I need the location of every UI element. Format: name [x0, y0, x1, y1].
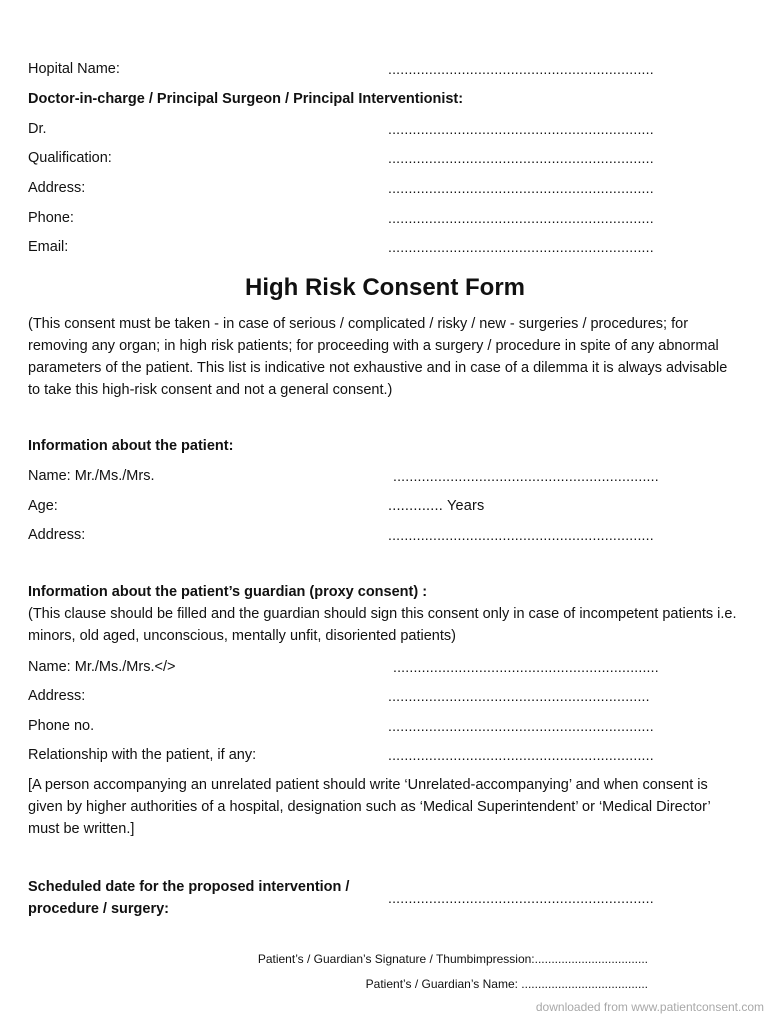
patient-address-blank[interactable]: .................................................................: [388, 527, 654, 543]
patient-name-blank[interactable]: .................................................................: [393, 468, 659, 484]
doctor-email-blank[interactable]: .................................................................: [388, 239, 654, 255]
guardian-address-label: Address:: [28, 688, 86, 704]
relationship-label: Relationship with the patient, if any:: [28, 747, 257, 763]
doctor-address-label: Address:: [28, 180, 86, 196]
doctor-name-label: Dr.: [28, 121, 47, 137]
doctor-phone-blank[interactable]: .................................................................: [388, 210, 654, 226]
download-watermark: downloaded from www.patientconsent.com: [535, 1000, 764, 1014]
guardian-phone-blank[interactable]: .................................................................: [388, 718, 654, 734]
patient-address-label: Address:: [28, 527, 86, 543]
signature-line[interactable]: Patient’s / Guardian’s Signature / Thumbimpression:..................................: [257, 952, 648, 966]
signature-name-line[interactable]: Patient’s / Guardian’s Name: ......................................: [365, 977, 648, 991]
hospital-name-blank[interactable]: .................................................................: [388, 61, 654, 77]
guardian-remark: [A person accompanying an unrelated patient should write ‘Unrelated-accompanying’ and when consent is given by higher authorities of a hospital, designation such as ‘Medical Superintendent’ or ‘Medical Director’ must be written.]: [28, 777, 711, 837]
schedule-label-line1: Scheduled date for the proposed intervention /: [28, 879, 350, 895]
guardian-phone-label: Phone no.: [28, 718, 95, 734]
doctor-email-label: Email:: [28, 239, 69, 255]
doctor-address-blank[interactable]: .................................................................: [388, 180, 654, 196]
relationship-blank[interactable]: .................................................................: [388, 747, 654, 763]
doctor-phone-label: Phone:: [28, 210, 74, 226]
hospital-name-label: Hopital Name:: [28, 61, 120, 77]
patient-age-label: Age:: [28, 498, 58, 514]
guardian-address-blank[interactable]: ................................................................: [388, 688, 650, 704]
schedule-label-line2: procedure / surgery:: [28, 901, 170, 917]
guardian-name-blank[interactable]: .................................................................: [393, 659, 659, 675]
doctor-section-heading: Doctor-in-charge / Principal Surgeon / Principal Interventionist:: [28, 91, 464, 107]
patient-age-blank[interactable]: ............. Years: [388, 498, 485, 514]
schedule-date-blank[interactable]: .................................................................: [388, 890, 654, 906]
patient-name-label: Name: Mr./Ms./Mrs.: [28, 468, 155, 484]
qualification-blank[interactable]: .................................................................: [388, 150, 654, 166]
doctor-name-blank[interactable]: .................................................................: [388, 121, 654, 137]
guardian-name-label: Name: Mr./Ms./Mrs.</>: [28, 659, 176, 675]
guardian-section-heading: Information about the patient’s guardian (proxy consent) :: [28, 584, 428, 600]
form-title: High Risk Consent Form: [244, 274, 526, 301]
patient-section-heading: Information about the patient:: [28, 438, 234, 454]
guardian-note: (This clause should be filled and the guardian should sign this consent only in case of incompetent patients i.e. minors, old aged, unconscious, mentally unfit, disoriented patients): [28, 606, 737, 644]
qualification-label: Qualification:: [28, 150, 112, 166]
intro-paragraph: (This consent must be taken - in case of serious / complicated / risky / new - surgeries / procedures; for removing any organ; in high risk patients; for proceeding with a surgery / procedure in spite of any abnormal parameters of the patient. This list is indicative not exhaustive and in case of a dilemma it is always advisable to take this high-risk consent and not a general consent.): [28, 316, 728, 398]
